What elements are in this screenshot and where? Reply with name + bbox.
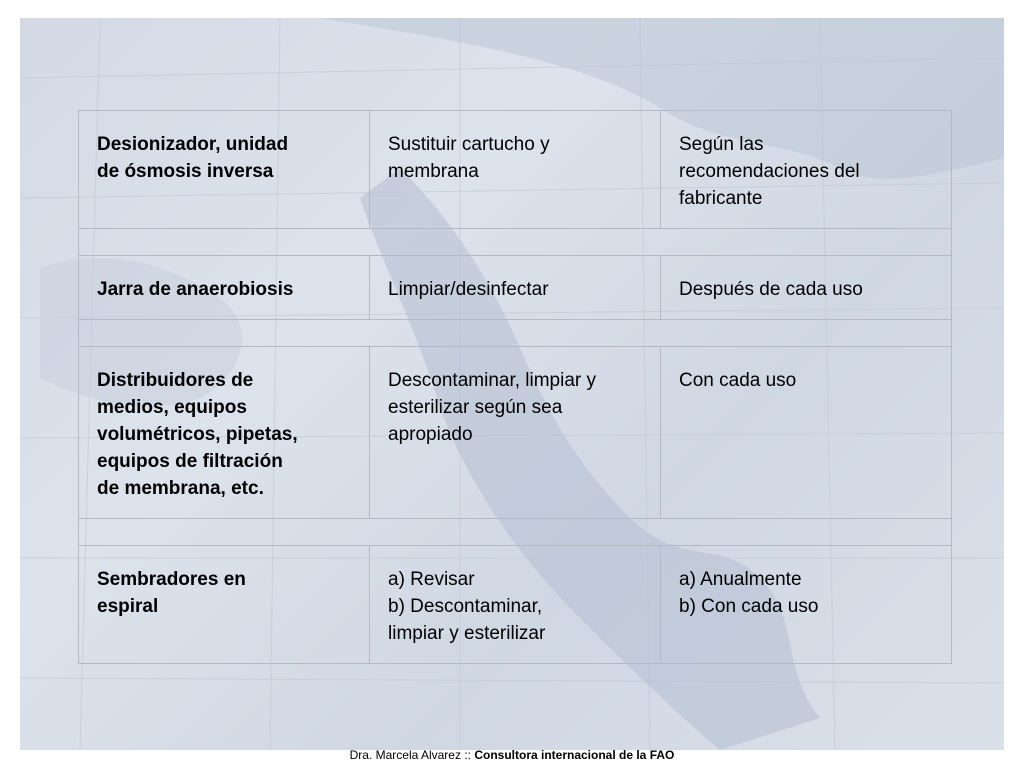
action-text: apropiado bbox=[388, 424, 473, 445]
frequency-cell bbox=[661, 347, 952, 519]
table-row bbox=[79, 111, 952, 229]
footer-role: Consultora internacional de la FAO bbox=[474, 748, 675, 762]
equipment-cell bbox=[79, 256, 370, 320]
footer-author: Dra. Marcela Alvarez bbox=[349, 748, 461, 762]
equipment-text: equipos de filtración bbox=[97, 451, 283, 472]
table-row bbox=[79, 347, 952, 519]
frequency-text: Con cada uso bbox=[679, 370, 797, 391]
action-cell bbox=[370, 546, 661, 664]
equipment-text: volumétricos, pipetas, bbox=[97, 424, 298, 445]
spacer-cell bbox=[79, 320, 952, 347]
table-spacer-row bbox=[79, 519, 952, 546]
action-text: Descontaminar, limpiar y bbox=[388, 370, 597, 391]
action-cell bbox=[370, 256, 661, 320]
equipment-text: Distribuidores de bbox=[97, 370, 254, 391]
footer-credit bbox=[0, 748, 1024, 762]
equipment-text: Desionizador, unidad bbox=[97, 134, 289, 155]
frequency-cell bbox=[661, 111, 952, 229]
equipment-text: Jarra de anaerobiosis bbox=[97, 279, 294, 300]
maintenance-table bbox=[78, 110, 952, 664]
frequency-cell bbox=[661, 256, 952, 320]
spacer-cell bbox=[79, 519, 952, 546]
table-spacer-row bbox=[79, 320, 952, 347]
frequency-text: recomendaciones del bbox=[679, 161, 860, 182]
table-spacer-row bbox=[79, 229, 952, 256]
action-cell bbox=[370, 347, 661, 519]
equipment-text: medios, equipos bbox=[97, 397, 247, 418]
frequency-text: a) Anualmente bbox=[679, 569, 802, 590]
action-text: esterilizar según sea bbox=[388, 397, 563, 418]
action-text: membrana bbox=[388, 161, 479, 182]
equipment-text: de ósmosis inversa bbox=[97, 161, 274, 182]
table-row bbox=[79, 546, 952, 664]
frequency-text: b) Con cada uso bbox=[679, 596, 819, 617]
action-text: b) Descontaminar, bbox=[388, 596, 543, 617]
equipment-cell bbox=[79, 347, 370, 519]
frequency-text: Después de cada uso bbox=[679, 279, 863, 300]
equipment-text: Sembradores en bbox=[97, 569, 246, 590]
spacer-cell bbox=[79, 229, 952, 256]
action-text: Sustituir cartucho y bbox=[388, 134, 550, 155]
equipment-cell bbox=[79, 546, 370, 664]
frequency-text: Según las bbox=[679, 134, 764, 155]
equipment-text: de membrana, etc. bbox=[97, 478, 264, 499]
frequency-cell bbox=[661, 546, 952, 664]
action-text: Limpiar/desinfectar bbox=[388, 279, 549, 300]
action-text: limpiar y esterilizar bbox=[388, 623, 546, 644]
table-row bbox=[79, 256, 952, 320]
footer-separator: :: bbox=[460, 748, 475, 762]
frequency-text: fabricante bbox=[679, 188, 763, 209]
equipment-cell bbox=[79, 111, 370, 229]
equipment-text: espiral bbox=[97, 596, 159, 617]
action-cell bbox=[370, 111, 661, 229]
action-text: a) Revisar bbox=[388, 569, 475, 590]
